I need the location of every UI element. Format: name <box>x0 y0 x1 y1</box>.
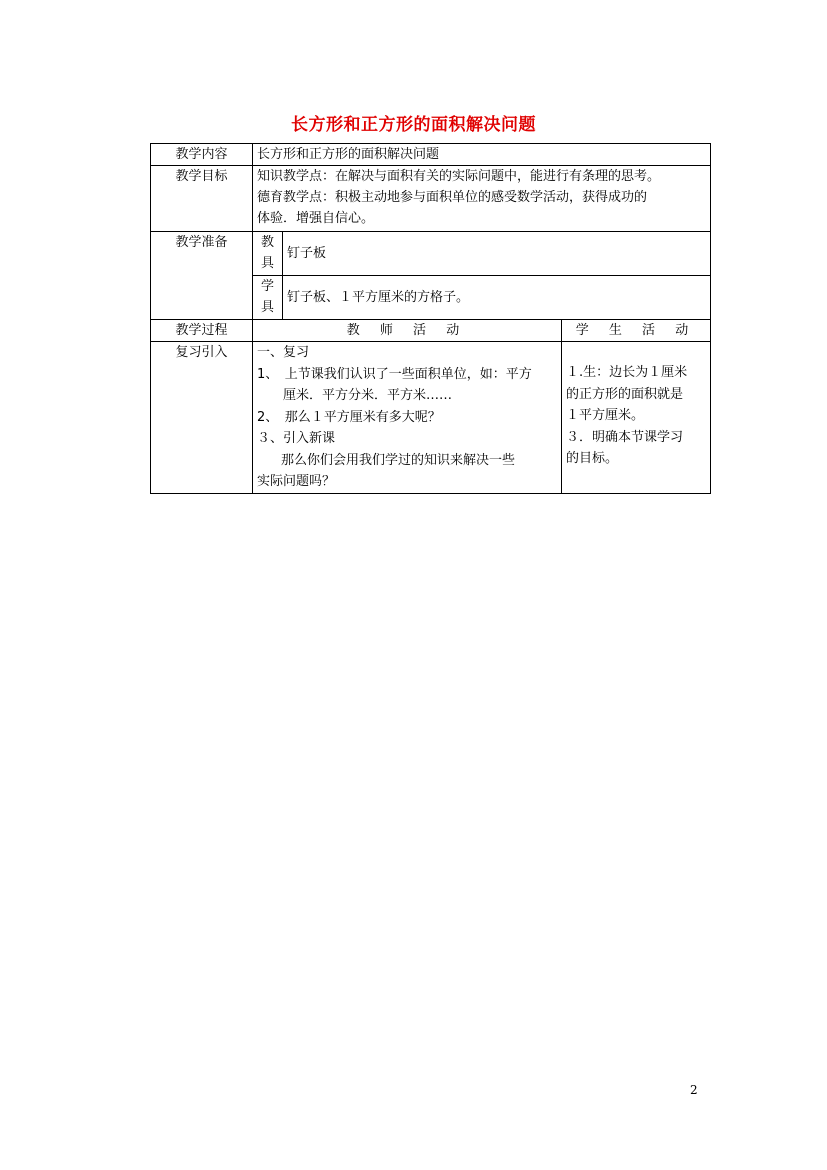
value-goals <box>253 166 711 232</box>
document-title: 长方形和正方形的面积解决问题 <box>291 115 536 135</box>
row-prep-teacher <box>151 232 711 276</box>
row-goals <box>151 166 711 232</box>
teacher-line: 那么你们会用我们学过的知识来解决一些 <box>281 452 516 468</box>
student-line: １平方厘米。 <box>566 408 645 423</box>
teacher-activity-header: 教 师 活 动 <box>253 320 562 342</box>
teacher-line: 1、 上节课我们认识了一些面积单位，如：平方 <box>257 366 532 382</box>
student-line: １.生：边长为１厘米 <box>566 365 688 380</box>
row-content <box>151 144 711 166</box>
student-activity-header: 学 生 活 动 <box>562 320 711 342</box>
student-line: 的正方形的面积就是 <box>566 386 684 402</box>
row-review <box>151 342 711 494</box>
goal-line: 体验．增强自信心。 <box>257 211 375 226</box>
teacher-line: ３、引入新课 <box>257 431 336 446</box>
label-prep: 教学准备 <box>151 232 253 320</box>
student-activity <box>562 342 711 494</box>
student-line: ３．明确本节课学习 <box>566 429 684 445</box>
page-number: 2 <box>690 1083 698 1097</box>
row-process-header <box>151 320 711 342</box>
teacher-tool-label: 教 具 <box>253 232 283 276</box>
student-tool-value: 钉子板、１平方厘米的方格子。 <box>283 276 711 320</box>
goal-line: 知识教学点：在解决与面积有关的实际问题中，能进行有条理的思考。 <box>257 169 661 184</box>
teacher-tool-value: 钉子板 <box>283 232 711 276</box>
teacher-line: 2、 那么１平方厘米有多大呢？ <box>257 409 441 425</box>
label-review: 复习引入 <box>151 342 253 494</box>
teacher-line: 厘米．平方分米．平方米…… <box>283 388 453 403</box>
goal-line: 德育教学点：积极主动地参与面积单位的感受数学活动，获得成功的 <box>257 190 648 205</box>
value-content: 长方形和正方形的面积解决问题 <box>253 144 711 166</box>
teacher-activity <box>253 342 562 494</box>
lesson-plan-table <box>150 143 711 494</box>
student-line: 的目标。 <box>566 451 619 466</box>
teacher-line: 一、复习 <box>257 345 310 360</box>
label-goals: 教学目标 <box>151 166 253 232</box>
label-process: 教学过程 <box>151 320 253 342</box>
label-content: 教学内容 <box>151 144 253 166</box>
student-tool-label: 学 具 <box>253 276 283 320</box>
teacher-line: 实际问题吗？ <box>257 474 336 489</box>
